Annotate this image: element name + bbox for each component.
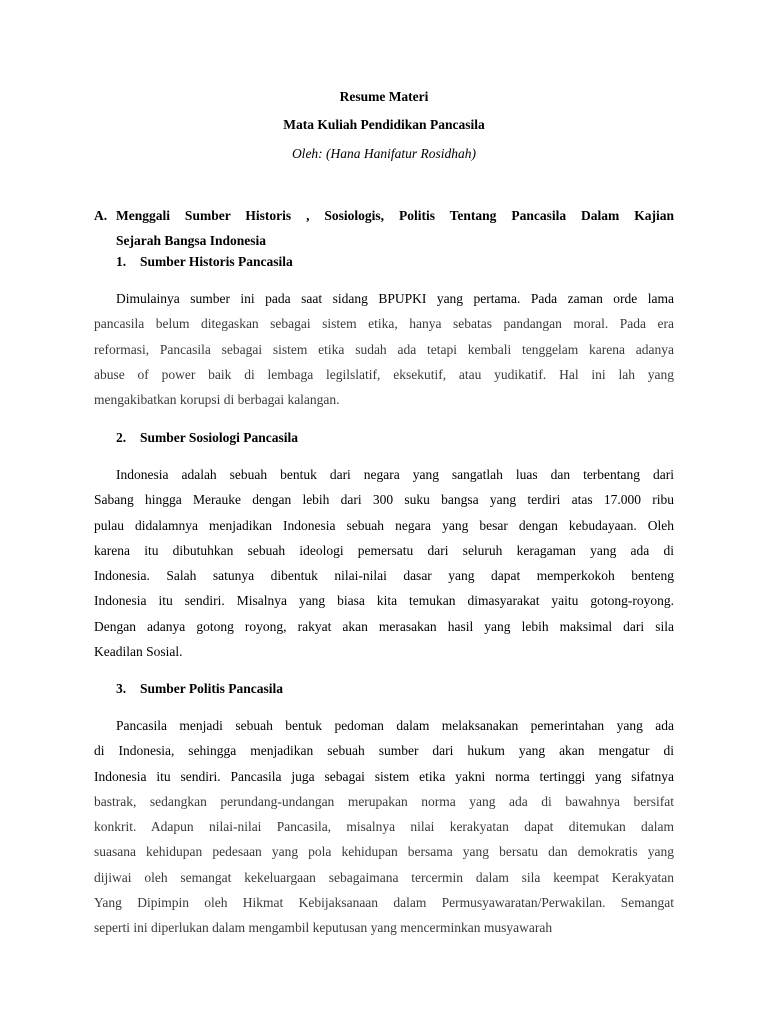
paragraph-line: dijiwai oleh semangat kekeluargaan sebagaimana tercermin dalam sila keempat Kerakyatan	[94, 869, 674, 885]
paragraph-line: bastrak, sedangkan perundang-undangan merupakan norma yang ada di bawahnya bersifat	[94, 793, 674, 809]
paragraph-line: pancasila belum ditegaskan sebagai sistem etika, hanya sebatas pandangan moral. Pada era	[94, 316, 674, 332]
paragraph-line: Indonesia itu sendiri. Pancasila juga sebagai sistem etika yakni norma tertinggi yang sifatnya	[94, 768, 674, 784]
section-heading-text	[116, 203, 674, 253]
paragraph-line: abuse of power baik di lembaga legilslatif, eksekutif, atau yudikatif. Hal ini lah yang	[94, 366, 674, 382]
section-a-heading	[94, 203, 674, 253]
subsection-title: Sumber Politis Pancasila	[140, 681, 284, 696]
paragraph-historis	[94, 286, 674, 412]
paragraph-sosiologi	[94, 462, 674, 664]
document-author: Oleh: (Hana Hanifatur Rosidhah)	[291, 146, 477, 161]
section-letter: A.	[94, 208, 108, 223]
subsection-title: Sumber Historis Pancasila	[140, 254, 293, 269]
paragraph-line: karena itu dibutuhkan sebuah ideologi pemersatu dari seluruh keragaman yang ada di	[94, 542, 674, 558]
paragraph-line: suasana kehidupan pedesaan yang pola kehidupan bersama yang bersatu dan demokratis yang	[94, 844, 674, 860]
paragraph-line: Sabang hingga Merauke dengan lebih dari 300 suku bangsa yang terdiri atas 17.000 ribu	[94, 492, 674, 508]
document-subtitle: Mata Kuliah Pendidikan Pancasila	[283, 117, 485, 132]
subsection-heading-politis	[116, 681, 283, 697]
paragraph-line	[94, 462, 674, 487]
paragraph-line	[94, 286, 674, 311]
paragraph-line: konkrit. Adapun nilai-nilai Pancasila, misalnya nilai kerakyatan dapat ditemukan dalam	[94, 819, 674, 835]
subsection-number: 1.	[116, 254, 127, 269]
paragraph-line: seperti ini diperlukan dalam mengambil keputusan yang mencerminkan musyawarah	[94, 920, 553, 936]
subsection-heading-historis	[116, 254, 293, 270]
paragraph-line: di Indonesia, sehingga menjadikan sebuah sumber dari hukum yang akan mengatur di	[94, 743, 674, 759]
subsection-number: 2.	[116, 430, 127, 445]
paragraph-line: Yang Dipimpin oleh Hikmat Kebijaksanaan dalam Permusyawaratan/Perwakilan. Semangat	[94, 895, 674, 911]
line-text: Pancasila menjadi sebuah bentuk pedoman dalam melaksanakan pemerintahan yang ada	[116, 718, 674, 733]
section-heading-line: Sejarah Bangsa Indonesia	[116, 233, 267, 248]
document-title: Resume Materi	[339, 89, 429, 104]
paragraph-line: pulau didalamnya menjadikan Indonesia sebuah negara yang besar dengan kebudayaan. Oleh	[94, 517, 674, 533]
line-text: Dimulainya sumber ini pada saat sidang BPUPKI yang pertama. Pada zaman orde lama	[116, 291, 674, 306]
paragraph-line: Indonesia itu sendiri. Misalnya yang biasa kita temukan dimasyarakat yaitu gotong-royong.	[94, 593, 674, 609]
paragraph-line: Indonesia. Salah satunya dibentuk nilai-nilai dasar yang dapat memperkokoh benteng	[94, 568, 674, 584]
paragraph-line: Keadilan Sosial.	[94, 644, 183, 660]
subsection-number: 3.	[116, 681, 127, 696]
section-heading-line: Menggali Sumber Historis , Sosiologis, Politis Tentang Pancasila Dalam Kajian	[116, 208, 674, 223]
paragraph-politis	[94, 713, 674, 941]
paragraph-line	[94, 713, 674, 738]
line-text: Indonesia adalah sebuah bentuk dari negara yang sangatlah luas dan terbentang dari	[116, 467, 674, 482]
paragraph-line: Dengan adanya gotong royong, rakyat akan merasakan hasil yang lebih maksimal dari sila	[94, 618, 674, 634]
paragraph-line: mengakibatkan korupsi di berbagai kalangan.	[94, 392, 340, 408]
subsection-title: Sumber Sosiologi Pancasila	[140, 430, 299, 445]
paragraph-line: reformasi, Pancasila sebagai sistem etika sudah ada tetapi kembali tenggelam karena adanya	[94, 341, 674, 357]
subsection-heading-sosiologi	[116, 430, 298, 446]
